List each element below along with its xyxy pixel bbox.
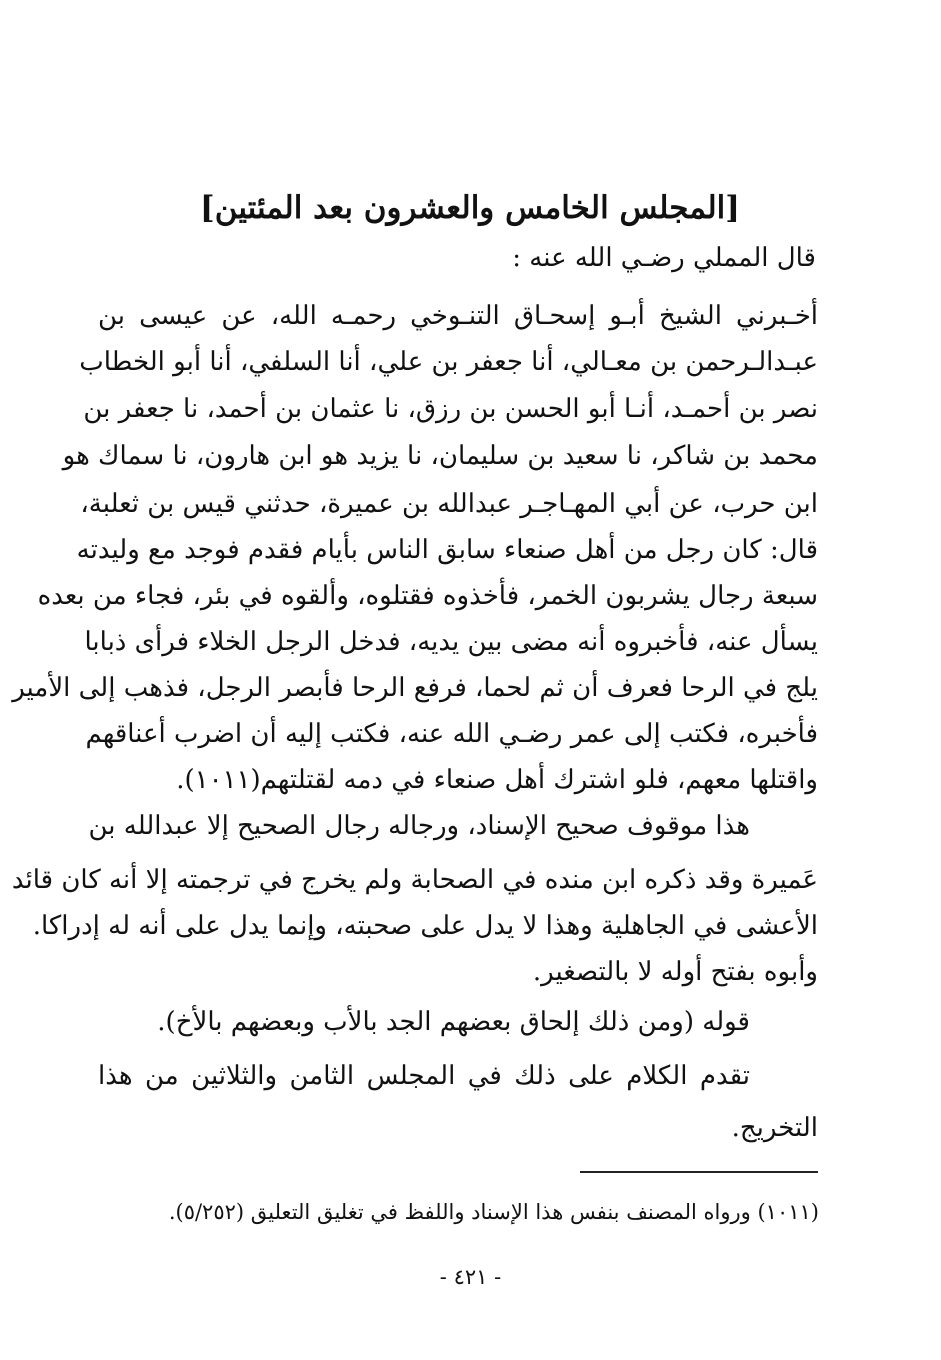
footnote: (١٠١١) ورواه المصنف بنفس هذا الإسناد واللفظ في تغليق التعليق (٥/٢٥٢).	[168, 1200, 819, 1224]
paragraph-1-line-3: نصر بن أحمـد، أنـا أبو الحسن بن رزق، نا عثمان بن أحمد، نا جعفر بن	[83, 394, 818, 424]
paragraph-1-line-9: يلج في الرحا فعرف أن ثم لحما، فرفع الرحا فأبصر الرجل، فذهب إلى الأمير	[12, 673, 818, 703]
footnote-separator	[580, 1171, 818, 1173]
page-title: [المجلس الخامس والعشرون بعد المئتين]	[200, 190, 740, 226]
paragraph-2-line-1: هذا موقوف صحيح الإسناد، ورجاله رجال الصحيح إلا عبدالله بن	[88, 811, 750, 841]
paragraph-1-line-5: ابن حرب، عن أبي المهـاجـر عبدالله بن عميرة، حدثني قيس بن ثعلبة،	[80, 489, 818, 519]
paragraph-4-line-2: التخريج.	[731, 1113, 818, 1143]
intro-line: قال المملي رضـي الله عنه :	[512, 243, 816, 273]
paragraph-1-line-11: واقتلها معهم، فلو اشترك أهل صنعاء في دمه لقتلتهم(١٠١١).	[176, 765, 818, 795]
paragraph-1-line-2: عبـدالـرحمن بن معـالي، أنا جعفر بن علي، أنا السلفي، أنا أبو الخطاب	[79, 347, 818, 377]
paragraph-2-line-3: الأعشى في الجاهلية وهذا لا يدل على صحبته، وإنما يدل على أنه له إدراكا.	[32, 911, 818, 941]
paragraph-4-line-1: تقدم الكلام على ذلك في المجلس الثامن والثلاثين من هذا	[98, 1061, 750, 1091]
paragraph-1-line-10: فأخبره، فكتب إلى عمر رضـي الله عنه، فكتب إليه أن اضرب أعناقهم	[85, 719, 818, 749]
paragraph-1-line-1: أخـبرني الشيخ أبـو إسحـاق التنـوخي رحمـه الله، عن عيسى بن	[98, 301, 818, 331]
paragraph-1-line-4: محمد بن شاكر، نا سعيد بن سليمان، نا يزيد هو ابن هارون، نا سماك هو	[62, 441, 818, 471]
paragraph-1-line-7: سبعة رجال يشربون الخمر، فأخذوه فقتلوه، وألقوه في بئر، فجاء من بعده	[37, 581, 818, 611]
paragraph-3-line-1: قوله (ومن ذلك إلحاق بعضهم الجد بالأب وبعضهم بالأخ).	[157, 1007, 750, 1037]
paragraph-1-line-6: قال: كان رجل من أهل صنعاء سابق الناس بأيام فقدم فوجد مع وليدته	[76, 535, 818, 565]
paragraph-2-line-4: وأبوه بفتح أوله لا بالتصغير.	[532, 957, 818, 987]
page-number: - ٤٢١ -	[439, 1265, 502, 1289]
paragraph-1-line-8: يسأل عنه، فأخبروه أنه مضى بين يديه، فدخل الرجل الخلاء فرأى ذبابا	[84, 627, 818, 657]
paragraph-2-line-2: عَميرة وقد ذكره ابن منده في الصحابة ولم يخرج في ترجمته إلا أنه كان قائد	[11, 865, 818, 895]
